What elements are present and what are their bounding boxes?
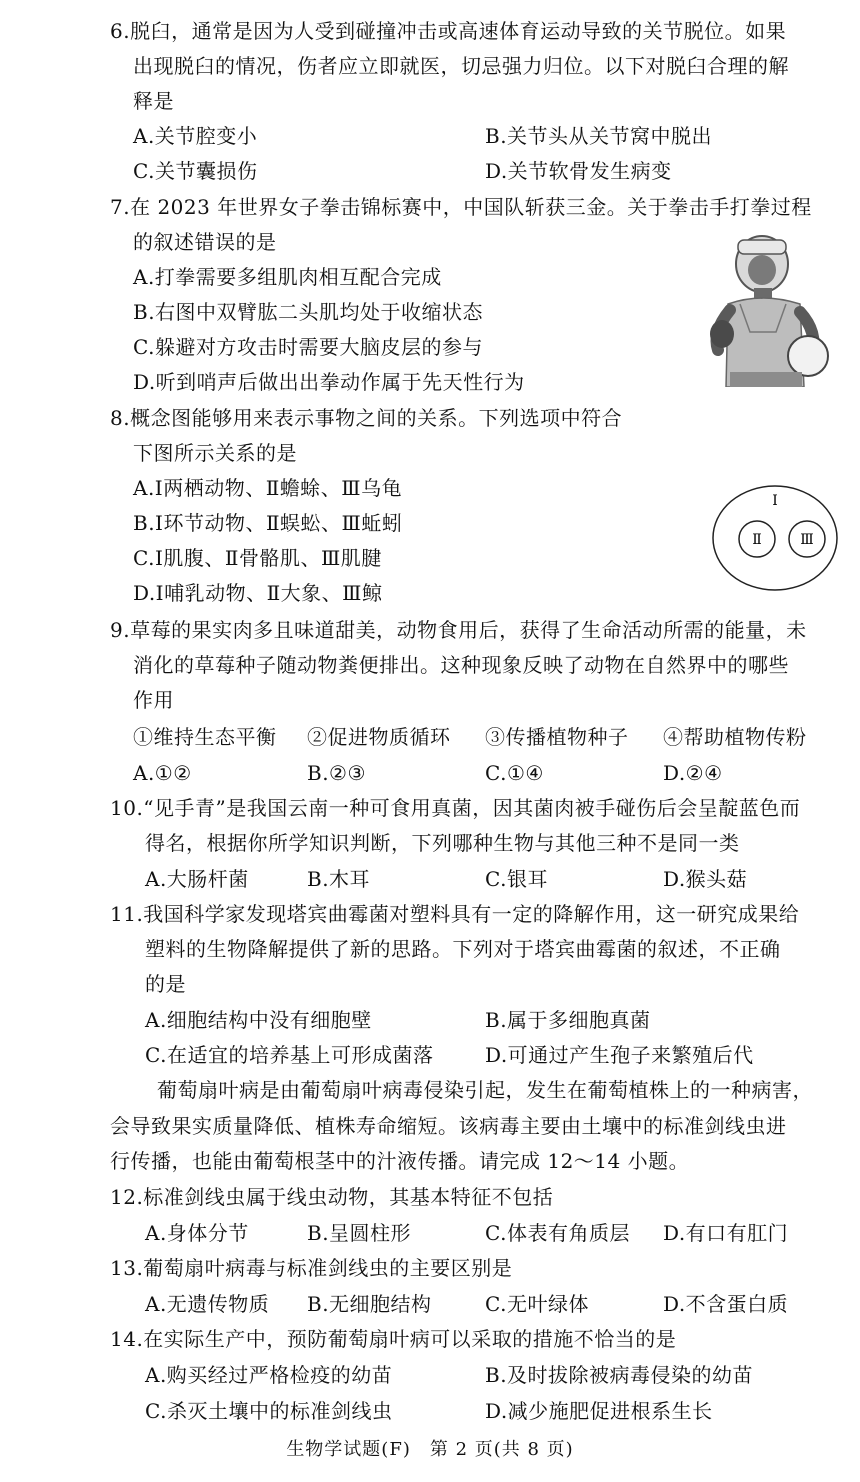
q7-stem-line-1: 7.在 2023 年世界女子拳击锦标赛中，中国队斩获三金。关于拳击手打拳过程	[110, 195, 812, 219]
q13-option-d: D.不含蛋白质	[663, 1292, 789, 1316]
q14-option-d: D.减少施肥促进根系生长	[485, 1399, 713, 1423]
q9-option-c: C.①④	[485, 761, 544, 785]
q10-option-a: A.大肠杆菌	[145, 867, 249, 891]
q8-option-c: C.Ⅰ肌腹、Ⅱ骨骼肌、Ⅲ肌腱	[133, 546, 382, 570]
q10-stem-line-1: 10.“见手青”是我国云南一种可食用真菌，因其菌肉被手碰伤后会呈靛蓝色而	[110, 796, 801, 820]
q6-option-d: D.关节软骨发生病变	[485, 159, 672, 183]
q12-option-a: A.身体分节	[145, 1221, 249, 1245]
q9-stem-line-3: 作用	[133, 688, 174, 712]
q13-option-c: C.无叶绿体	[485, 1292, 589, 1316]
passage-line-2: 会导致果实质量降低、植株寿命缩短。该病毒主要由土壤中的标准剑线虫进	[110, 1114, 787, 1138]
q10-option-c: C.银耳	[485, 867, 548, 891]
q7-stem-line-2: 的叙述错误的是	[133, 230, 277, 254]
q14-option-b: B.及时拔除被病毒侵染的幼苗	[485, 1363, 754, 1387]
q6-option-a: A.关节腔变小	[133, 124, 258, 148]
q6-stem-line-2: 出现脱臼的情况，伤者应立即就医，切忌强力归位。以下对脱臼合理的解	[133, 54, 789, 78]
q7-option-d: D.听到哨声后做出出拳动作属于先天性行为	[133, 370, 525, 394]
q9-option-b: B.②③	[307, 761, 366, 785]
q7-option-b: B.右图中双臂肱二头肌均处于收缩状态	[133, 300, 484, 324]
q9-option-d: D.②④	[663, 761, 723, 785]
label-right: Ⅲ	[800, 532, 814, 548]
boxer-photo	[700, 232, 840, 387]
q9-option-a: A.①②	[133, 761, 192, 785]
q6-option-c: C.关节囊损伤	[133, 159, 258, 183]
q11-option-d: D.可通过产生孢子来繁殖后代	[485, 1043, 754, 1067]
q6-stem-line-3: 释是	[133, 89, 174, 113]
q9-item-4: ④帮助植物传粉	[663, 725, 807, 749]
q12-option-c: C.体表有角质层	[485, 1221, 630, 1245]
q6-option-b: B.关节头从关节窝中脱出	[485, 124, 713, 148]
q11-stem-line-3: 的是	[145, 972, 186, 996]
concept-diagram	[710, 483, 840, 593]
q12-option-b: B.呈圆柱形	[307, 1221, 412, 1245]
q9-item-2: ②促进物质循环	[307, 725, 451, 749]
q11-option-c: C.在适宜的培养基上可形成菌落	[145, 1043, 434, 1067]
q8-stem-line-1: 8.概念图能够用来表示事物之间的关系。下列选项中符合	[110, 406, 623, 430]
q12-stem: 12.标准剑线虫属于线虫动物，其基本特征不包括	[110, 1185, 554, 1209]
label-outer: Ⅰ	[772, 493, 778, 509]
q13-stem: 13.葡萄扇叶病毒与标准剑线虫的主要区别是	[110, 1256, 513, 1280]
q8-option-b: B.Ⅰ环节动物、Ⅱ蜈蚣、Ⅲ蚯蚓	[133, 511, 403, 535]
q9-item-1: ①维持生态平衡	[133, 725, 277, 749]
q14-option-a: A.购买经过严格检疫的幼苗	[145, 1363, 393, 1387]
q10-option-b: B.木耳	[307, 867, 371, 891]
q9-stem-line-2: 消化的草莓种子随动物粪便排出。这种现象反映了动物在自然界中的哪些	[133, 653, 789, 677]
q7-option-a: A.打拳需要多组肌肉相互配合完成	[133, 265, 442, 289]
q11-option-b: B.属于多细胞真菌	[485, 1008, 651, 1032]
q9-stem-line-1: 9.草莓的果实肉多且味道甜美，动物食用后，获得了生命活动所需的能量，未	[110, 618, 807, 642]
q11-option-a: A.细胞结构中没有细胞壁	[145, 1008, 372, 1032]
label-left: Ⅱ	[752, 532, 762, 548]
q8-stem-line-2: 下图所示关系的是	[133, 441, 297, 465]
q14-stem: 14.在实际生产中，预防葡萄扇叶病可以采取的措施不恰当的是	[110, 1327, 677, 1351]
q12-option-d: D.有口有肛门	[663, 1221, 789, 1245]
q11-stem-line-2: 塑料的生物降解提供了新的思路。下列对于塔宾曲霉菌的叙述，不正确	[145, 937, 781, 961]
page-footer: 生物学试题(F) 第 2 页(共 8 页)	[286, 1439, 574, 1460]
q13-option-a: A.无遗传物质	[145, 1292, 270, 1316]
q14-option-c: C.杀灭土壤中的标准剑线虫	[145, 1399, 393, 1423]
q10-stem-line-2: 得名，根据你所学知识判断，下列哪种生物与其他三种不是同一类	[145, 831, 740, 855]
q10-option-d: D.猴头菇	[663, 867, 748, 891]
q13-option-b: B.无细胞结构	[307, 1292, 432, 1316]
q8-option-d: D.Ⅰ哺乳动物、Ⅱ大象、Ⅲ鲸	[133, 581, 383, 605]
q6-stem-line-1: 6.脱臼，通常是因为人受到碰撞冲击或高速体育运动导致的关节脱位。如果	[110, 19, 787, 43]
q11-stem-line-1: 11.我国科学家发现塔宾曲霉菌对塑料具有一定的降解作用，这一研究成果给	[110, 902, 800, 926]
q9-item-3: ③传播植物种子	[485, 725, 629, 749]
passage-line-1: 葡萄扇叶病是由葡萄扇叶病毒侵染引起，发生在葡萄植株上的一种病害，	[157, 1078, 813, 1102]
q8-option-a: A.Ⅰ两栖动物、Ⅱ蟾蜍、Ⅲ乌龟	[133, 476, 403, 500]
q7-option-c: C.躲避对方攻击时需要大脑皮层的参与	[133, 335, 483, 359]
passage-line-3: 行传播，也能由葡萄根茎中的汁液传播。请完成 12～14 小题。	[110, 1149, 690, 1173]
